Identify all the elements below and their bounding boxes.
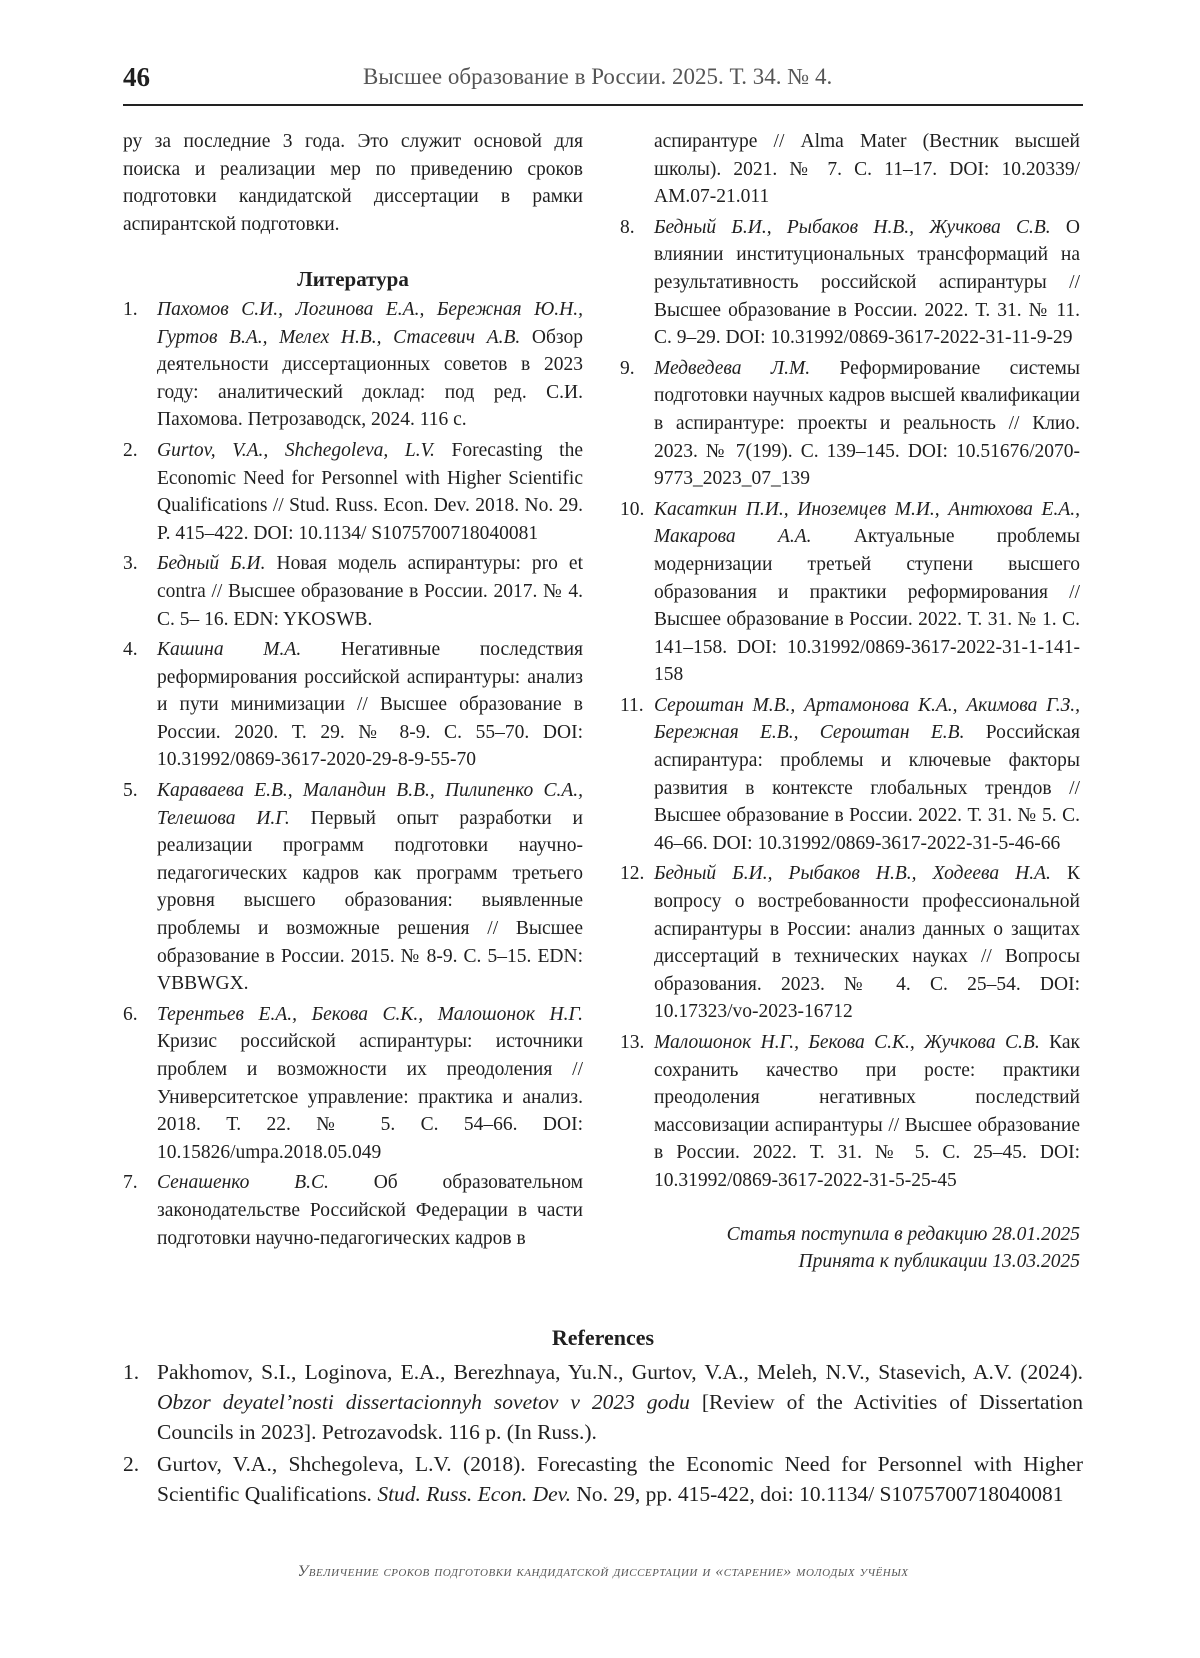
accepted-date: Принята к публикации 13.03.2025 — [798, 1251, 1080, 1273]
page-header — [123, 62, 1083, 102]
reference-item-2: 2. Gurtov, V.A., Shchegoleva, L.V. (2018). Forecasting the Economic Need for Personnel with Higher Scientific Qualifications. Stud. Russ. Econ. Dev. No. 29, pp. 415-422, doi: 10.1134/ S1075700718040081 — [123, 1452, 1083, 1506]
received-date: Статья поступила в редакцию 28.01.2025 — [726, 1223, 1080, 1245]
literature-item-6: 6. Терентьев Е.А., Бекова С.К., Малошонок Н.Г. Кризис российской аспирантуры: источники проблем и возможности их преодоления // Университетское управление: практика и анализ. 2018. Т. 22. № 5. С. 54–66. DOI: 10.15826/umpa.2018.05.049 — [123, 1003, 583, 1163]
literature-item-2: 2. Gurtov, V.A., Shchegoleva, L.V. Forecasting the Economic Need for Personnel with Higher Scientific Qualifications // Stud. Russ. Econ. Dev. 2018. No. 29. P. 415–422. DOI: 10.1134/ S1075700718040081 — [123, 439, 583, 544]
right-column — [620, 128, 1080, 1276]
literature-item-7-continued: аспирантуре // Alma Mater (Вестник высшей школы). 2021. № 7. С. 11–17. DOI: 10.20339/ AM.07-21.011 — [654, 131, 1080, 208]
reference-item-1: 1. Pakhomov, S.I., Loginova, E.A., Berezhnaya, Yu.N., Gurtov, V.A., Meleh, N.V., Stasevich, A.V. (2024). Obzor deyatel’nosti dissertacionnyh sovetov v 2023 godu [Review of the Activities of Dissertation Councils in 2023]. Petrozavodsk. 116 p. (In Russ.). — [123, 1360, 1083, 1444]
literature-item-10: 10. Касаткин П.И., Иноземцев М.И., Антюхова Е.А., Макарова А.А. Актуальные проблемы модернизации третьей ступени высшего образования и практики реформирования // Высшее образование в России. 2022. Т. 31. № 1. С. 141–158. DOI: 10.31992/0869-3617-2022-31-1-141-158 — [620, 498, 1080, 686]
left-column — [123, 128, 583, 1255]
literature-title: Литература — [297, 267, 409, 292]
running-footer: Увеличение сроков подготовки кандидатской диссертации и «старение» молодых учёных — [297, 1563, 909, 1580]
references-title: References — [551, 1325, 655, 1350]
literature-item-8: 8. Бедный Б.И., Рыбаков Н.В., Жучкова С.В. О влиянии институциональных трансформаций на результативность российской аспирантуры // Высшее образование в России. 2022. Т. 31. № 11. С. 9–29. DOI: 10.31992/0869-3617-2022-31-11-9-29 — [620, 216, 1080, 349]
references-list — [123, 1357, 1083, 1509]
intro-paragraph: ру за последние 3 года. Это служит основой для поиска и реализации мер по приведению сроков подготовки кандидатской диссертации в рамки аспирантской подготовки. — [123, 131, 583, 235]
header-rule — [123, 104, 1083, 106]
literature-item-3: 3. Бедный Б.И. Новая модель аспирантуры: pro et contra // Высшее образование в России. 2017. № 4. С. 5– 16. EDN: YKOSWB. — [123, 553, 583, 630]
references-section — [123, 1323, 1083, 1511]
literature-item-12: 12. Бедный Б.И., Рыбаков Н.В., Ходеева Н.А. К вопросу о востребованности профессиональной аспирантуры в России: анализ данных о защитах диссертаций в технических науках // Вопросы образования. 2023. № 4. С. 25–54. DOI: 10.17323/vo-2023-16712 — [620, 863, 1080, 1023]
page-number: 46 — [123, 62, 150, 92]
literature-item-5: 5. Караваева Е.В., Маландин В.В., Пилипенко С.А., Телешова И.Г. Первый опыт разработки и реализации программ подготовки научно-педагогических кадров как программ третьего уровня высшего образования: выявленные проблемы и возможные решения // Высшее образование в России. 2015. № 8-9. С. 5–15. EDN: VBBWGX. — [123, 780, 583, 995]
literature-item-7: 7. Сенашенко В.С. Об образовательном законодательстве Российской Федерации в части подготовки научно-педагогических кадров в — [123, 1172, 583, 1249]
literature-list-right — [620, 214, 1080, 1195]
literature-item-9: 9. Медведева Л.М. Реформирование системы подготовки научных кадров высшей квалификации в аспирантуре: проекты и реальность // Клио. 2023. № 7(199). С. 139–145. DOI: 10.51676/2070-9773_2023_07_139 — [620, 357, 1080, 490]
literature-item-13: 13. Малошонок Н.Г., Бекова С.К., Жучкова С.В. Как сохранить качество при росте: практики преодоления негативных последствий массовизации аспирантуры // Высшее образование в России. 2022. Т. 31. № 5. С. 25–45. DOI: 10.31992/0869-3617-2022-31-5-25-45 — [620, 1032, 1080, 1191]
literature-item-4: 4. Кашина М.А. Негативные последствия реформирования российской аспирантуры: анализ и пути минимизации // Высшее образование в России. 2020. Т. 29. № 8-9. С. 55–70. DOI: 10.31992/0869-3617-2020-29-8-9-55-70 — [123, 639, 583, 771]
journal-title: Высшее образование в России. 2025. Т. 34. № 4. — [363, 64, 833, 89]
literature-list-left — [123, 296, 583, 1252]
literature-item-11: 11. Сероштан М.В., Артамонова К.А., Акимова Г.З., Бережная Е.В., Сероштан Е.В. Российская аспирантура: проблемы и ключевые факторы развития в контексте глобальных трендов // Высшее образование в России. 2022. Т. 31. № 5. С. 46–66. DOI: 10.31992/0869-3617-2022-31-5-46-66 — [620, 694, 1081, 854]
literature-item-1: 1. Пахомов С.И., Логинова Е.А., Бережная Ю.Н., Гуртов В.А., Мелех Н.В., Стасевич А.В. Обзор деятельности диссертационных советов в 2023 году: аналитический доклад: под ред. С.И. Пахомова. Петрозаводск, 2024. 116 с. — [123, 298, 584, 431]
